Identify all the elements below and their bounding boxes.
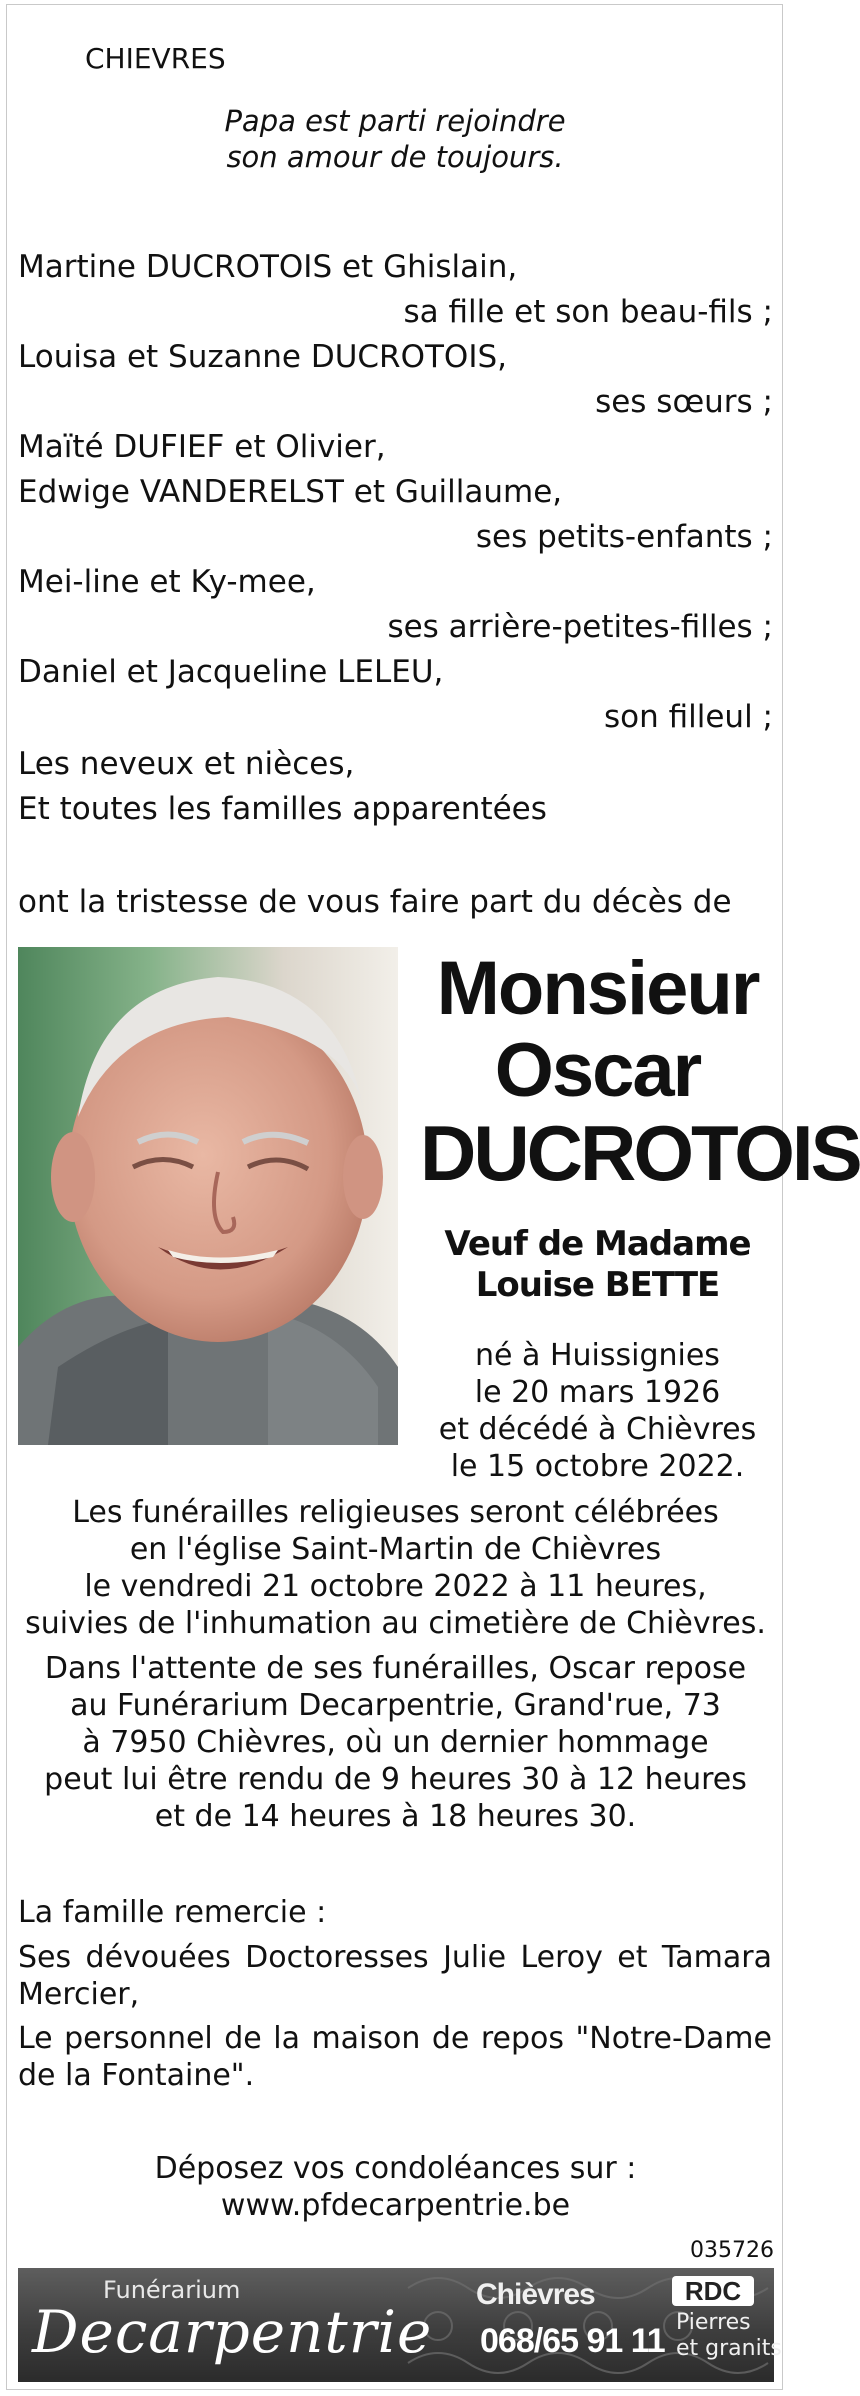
banner-pierres-block: [676, 2310, 782, 2362]
died-line-1: et décédé à Chièvres: [438, 1412, 757, 1447]
banner-pierres: Pierres: [676, 2310, 751, 2335]
rest-line: Dans l'attente de ses funérailles, Oscar repose: [44, 1651, 747, 1686]
rest-line: au Funérarium Decarpentrie, Grand'rue, 73: [70, 1688, 721, 1723]
funeral-home-banner: [18, 2268, 782, 2382]
banner-brand: Decarpentrie: [32, 2298, 433, 2366]
header-location: CHIEVRES: [85, 42, 226, 75]
funeral-block: [0, 1494, 791, 1642]
born-line-1: né à Huissignies: [475, 1338, 720, 1373]
died-line-2: le 15 octobre 2022.: [450, 1449, 745, 1484]
family-line: Et toutes les familles apparentées: [18, 791, 547, 827]
widow-block: [420, 1224, 775, 1306]
family-line: Daniel et Jacqueline LELEU,: [18, 654, 444, 690]
thanks-item-1-line-2: Mercier,: [18, 1977, 140, 2012]
announcement: ont la tristesse de vous faire part du décès de: [18, 884, 732, 920]
thanks-item-2: [18, 2020, 772, 2094]
thanks-item-1: [18, 1939, 772, 2013]
thanks-intro: La famille remercie :: [18, 1895, 327, 1930]
rest-line: à 7950 Chièvres, où un dernier hommage: [82, 1725, 709, 1760]
deceased-title: Monsieur: [436, 946, 759, 1031]
quote-line-1: Papa est parti rejoindre: [224, 104, 566, 138]
thanks-item-2-line-1: Le personnel de la maison de repos "Notre-Dame: [18, 2021, 772, 2056]
family-line: Louisa et Suzanne DUCROTOIS,: [18, 339, 508, 375]
family-line: ses petits-enfants ;: [475, 519, 773, 555]
banner-granits: et granits: [676, 2336, 782, 2361]
widow-line-2: Louise BETTE: [475, 1265, 720, 1305]
rest-line: peut lui être rendu de 9 heures 30 à 12 heures: [44, 1762, 747, 1797]
quote-line-2: son amour de toujours.: [226, 140, 564, 174]
banner-phone[interactable]: 068/65 91 11: [480, 2322, 665, 2360]
rest-block: [0, 1650, 791, 1835]
deceased-name-block: [420, 946, 860, 1197]
birth-death-block: [420, 1337, 775, 1485]
family-line: ses arrière-petites-filles ;: [387, 609, 773, 645]
portrait-illustration: [18, 947, 398, 1445]
family-line: Edwige VANDERELST et Guillaume,: [18, 474, 563, 510]
deceased-first-name: Oscar: [494, 1028, 701, 1113]
quote: [150, 103, 640, 175]
banner-label-small: Funérarium: [103, 2276, 241, 2304]
deceased-last-name: DUCROTOIS: [420, 1109, 860, 1197]
rest-line: et de 14 heures à 18 heures 30.: [154, 1799, 637, 1834]
funeral-line: en l'église Saint-Martin de Chièvres: [129, 1532, 662, 1567]
family-line: Mei-line et Ky-mee,: [18, 564, 316, 600]
family-line: Martine DUCROTOIS et Ghislain,: [18, 249, 518, 285]
deceased-photo: [18, 947, 398, 1445]
family-line: Maïté DUFIEF et Olivier,: [18, 429, 386, 465]
condolences-line-1: Déposez vos condoléances sur :: [154, 2151, 637, 2186]
funeral-line: suivies de l'inhumation au cimetière de Chièvres.: [25, 1606, 766, 1641]
family-line: son filleul ;: [603, 699, 773, 735]
family-line: Les neveux et nièces,: [18, 746, 355, 782]
funeral-line: Les funérailles religieuses seront célébrées: [72, 1495, 719, 1530]
thanks-item-2-line-2: de la Fontaine".: [18, 2058, 255, 2093]
reference-number: 035726: [690, 2238, 774, 2263]
family-line: sa fille et son beau-fils ;: [403, 294, 773, 330]
born-line-2: le 20 mars 1926: [474, 1375, 721, 1410]
thanks-item-1-line-1: Ses dévouées Doctoresses Julie Leroy et Tamara: [18, 1940, 772, 1975]
condolences-url[interactable]: www.pfdecarpentrie.be: [220, 2188, 571, 2223]
banner-rdc-logo: RDC: [672, 2276, 754, 2306]
widow-line-1: Veuf de Madame: [444, 1224, 751, 1264]
funeral-line: le vendredi 21 octobre 2022 à 11 heures,: [84, 1569, 707, 1604]
banner-town: Chièvres: [476, 2278, 595, 2311]
family-line: ses sœurs ;: [595, 384, 773, 420]
condolences-block: [0, 2150, 791, 2224]
